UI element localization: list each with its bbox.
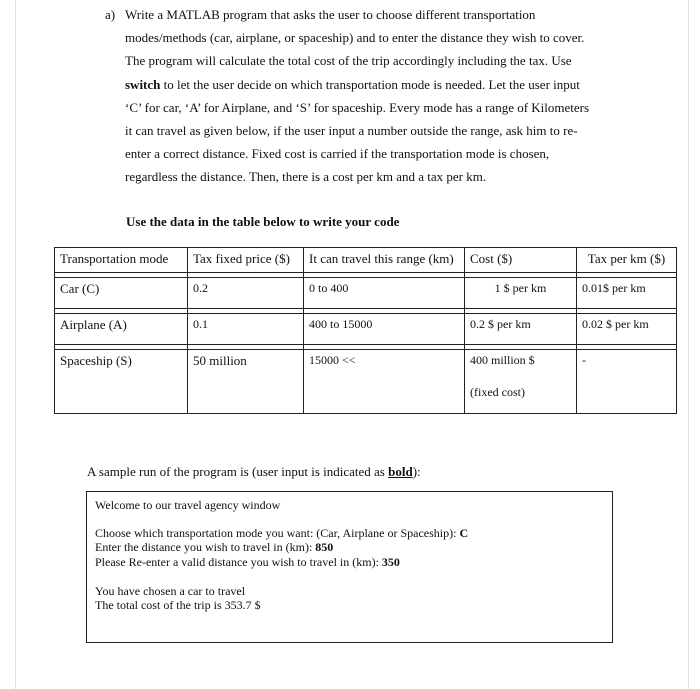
header-cell: Tax per km ($) bbox=[577, 248, 677, 273]
question-block bbox=[99, 3, 617, 189]
user-input: C bbox=[459, 526, 469, 540]
question-line bbox=[125, 142, 617, 165]
sample-intro-text: A sample run of the program is (user input is indicated as bbox=[87, 464, 389, 479]
user-input: 350 bbox=[381, 555, 400, 569]
sample-line: The total cost of the trip is 353.7 $ bbox=[95, 598, 261, 612]
question-line-text: Write a MATLAB program that asks the user to choose different transportation bbox=[125, 7, 536, 22]
page-edge-left bbox=[15, 0, 16, 689]
question-line bbox=[125, 96, 617, 119]
sample-line: Welcome to our travel agency window bbox=[95, 498, 281, 512]
question-line-text: regardless the distance. Then, there is a cost per km and a tax per km. bbox=[125, 169, 487, 185]
sample-line: Enter the distance you wish to travel in (km): 850 bbox=[95, 540, 334, 554]
question-line-text: it can travel as given below, if the user input a number outside the range, ask him to re- bbox=[125, 123, 578, 139]
question-line-text: enter a correct distance. Fixed cost is carried if the transportation mode is chosen, bbox=[125, 146, 550, 162]
table-row bbox=[55, 314, 677, 345]
question-line-text: The program will calculate the total cost of the trip accordingly including the tax. Use bbox=[125, 53, 572, 69]
header-cell: Cost ($) bbox=[465, 248, 577, 273]
sample-intro-bold: bold bbox=[388, 464, 413, 479]
question-text bbox=[125, 3, 617, 189]
question-line bbox=[125, 119, 617, 142]
question-line-text: ‘C’ for car, ‘A’ for Airplane, and ‘S’ for spaceship. Every mode has a range of Kilometers bbox=[125, 99, 590, 115]
tax-km-cell: 0.02 $ per km bbox=[577, 314, 677, 345]
mode-cell: Airplane (A) bbox=[55, 314, 188, 345]
header-cell: It can travel this range (km) bbox=[304, 248, 465, 273]
sample-intro bbox=[87, 464, 421, 480]
range-cell: 0 to 400 bbox=[304, 278, 465, 309]
tax-fixed-cell: 0.2 bbox=[188, 278, 304, 309]
user-input: 850 bbox=[315, 540, 334, 554]
cost-value: 400 million $ bbox=[470, 353, 535, 367]
cost-cell bbox=[465, 350, 577, 414]
range-cell: 15000 << bbox=[304, 350, 465, 414]
question-line bbox=[125, 3, 617, 26]
cost-cell: 0.2 $ per km bbox=[465, 314, 577, 345]
table-row bbox=[55, 350, 677, 414]
sample-line: Please Re-enter a valid distance you wish to travel in (km): 350 bbox=[95, 555, 400, 569]
mode-cell: Car (C) bbox=[55, 278, 188, 309]
table-header-row bbox=[55, 248, 677, 273]
question-line-text: modes/methods (car, airplane, or spaceship) and to enter the distance they wish to cover. bbox=[125, 30, 585, 46]
tax-fixed-cell: 50 million bbox=[188, 350, 304, 414]
cost-cell: 1 $ per km bbox=[465, 278, 577, 309]
question-line bbox=[125, 165, 617, 188]
range-cell: 400 to 15000 bbox=[304, 314, 465, 345]
transport-table bbox=[54, 247, 677, 414]
tax-km-cell: - bbox=[577, 350, 677, 414]
header-cell: Transportation mode bbox=[55, 248, 188, 273]
question-line bbox=[125, 73, 617, 96]
sample-intro-suffix: ): bbox=[412, 464, 421, 479]
sample-run-box bbox=[86, 491, 613, 643]
tax-km-cell: 0.01$ per km bbox=[577, 278, 677, 309]
page-edge-right bbox=[688, 0, 689, 689]
question-line bbox=[125, 26, 617, 49]
switch-keyword: switch bbox=[125, 76, 161, 92]
table-heading: Use the data in the table below to write your code bbox=[126, 214, 400, 229]
tax-fixed-cell: 0.1 bbox=[188, 314, 304, 345]
mode-cell: Spaceship (S) bbox=[55, 350, 188, 414]
question-line-text: to let the user decide on which transportation mode is needed. Let the user input bbox=[160, 76, 580, 92]
question-label: a) bbox=[105, 7, 116, 22]
question-line bbox=[125, 49, 617, 72]
sample-line: You have chosen a car to travel bbox=[95, 584, 246, 598]
header-cell: Tax fixed price ($) bbox=[188, 248, 304, 273]
sample-line: Choose which transportation mode you want: (Car, Airplane or Spaceship): C bbox=[95, 526, 469, 540]
table-row bbox=[55, 278, 677, 309]
cost-note: (fixed cost) bbox=[470, 385, 525, 399]
